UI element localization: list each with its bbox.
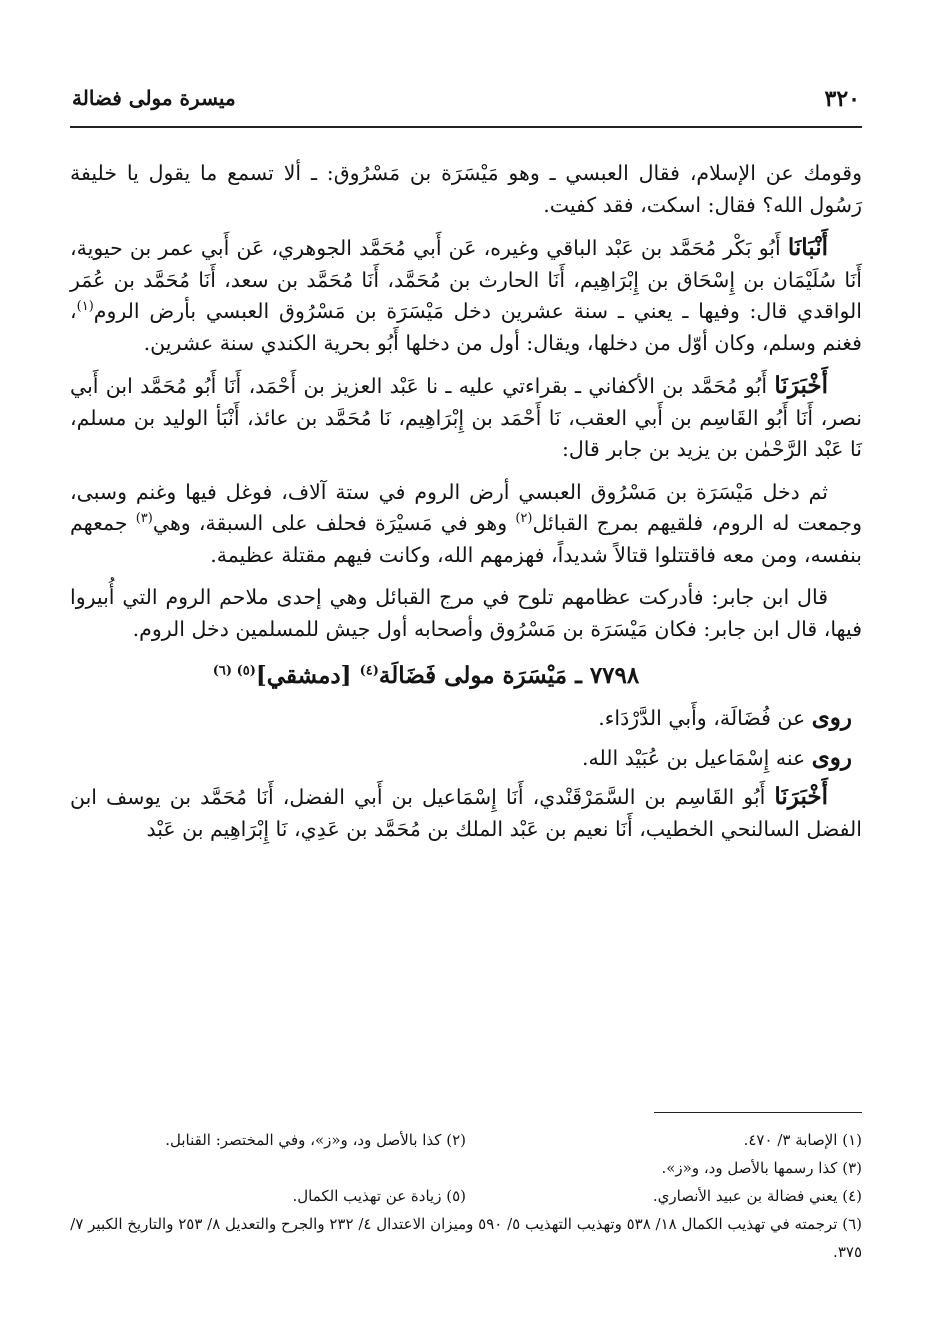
header-rule xyxy=(70,126,862,128)
footnote-row-2 xyxy=(70,1154,862,1182)
footnote-ref-1: (١) xyxy=(76,299,94,315)
paragraph-5: قال ابن جابر: فأدركت عظامهم تلوح في مرج القبائل وهي إحدى ملاحم الروم التي أُبيروا فيها، قال ابن جابر: فكان مَيْسَرَة بن مَسْرُوق وأصحابه أول جيش للمسلمين دخل الروم. xyxy=(70,585,862,641)
footnote-6: (٦) ترجمته في تهذيب الكمال ١٨/ ٥٣٨ وتهذيب التهذيب ٥/ ٥٩٠ وميزان الاعتدال ٤/ ٢٣٢ والجرح والتعديل ٨/ ٢٥٣ والتاريخ الكبير ٧/ ٣٧٥. xyxy=(70,1215,862,1261)
footnote-ref-4: (٤) xyxy=(359,663,379,679)
paragraph-6-text: أَبُو القَاسِم بن السَّمَرْقَنْدي، أَنَا إِسْمَاعيل بن أَبي الفضل، أَنَا مُحَمَّد بن يوسف ابن الفضل السالنحي الخطيب، أَنَا نعيم بن عَبْد الملك بن مُحَمَّد بن عَدِي، نَا إِبْرَاهِيم بن عَبْد xyxy=(70,785,862,841)
footnote-separator xyxy=(654,1112,862,1113)
paragraph-2-text-b: ، فغنم وسلم، وكان أوّل من دخلها، ويقال: أول من دخلها أَبُو بحرية الكندي سنة عشرين. xyxy=(70,299,862,355)
paragraph-1: وقومك عن الإسلام، فقال العبسي ـ وهو مَيْسَرَة بن مَسْرُوق: ـ ألا تسمع ما يقول يا خليفة رَسُول الله؟ فقال: اسكت، فقد كفيت. xyxy=(70,161,862,217)
entry-title: ٧٧٩٨ ـ مَيْسَرَة مولى فَضَالَة xyxy=(378,662,640,689)
paragraph-3-text: أَبُو مُحَمَّد بن الأكفاني ـ بقراءتي عليه ـ نا عَبْد العزيز بن أَحْمَد، أَنَا أَبُو مُحَمَّد ابن أَبي نصر، أَنَا أَبُو القَاسِم بن أَبي العقب، نَا أَحْمَد بن إِبْرَاهِيم، نَا مُحَمَّد بن عائذ، أَنْبَأ الوليد بن مسلم، نَا عَبْد الرَّحْمٰن بن يزيد بن جابر قال: xyxy=(70,374,862,461)
keyword-anbana: أَنْبَانَا xyxy=(787,234,828,261)
paragraph-2-text-a: أَبُو بَكْر مُحَمَّد بن عَبْد الباقي وغيره، عَن أَبي مُحَمَّد الجوهري، عَن أَبي عمر بن حيوية، أَنَا سُلَيْمَان بن إِسْحَاق بن إِبْرَاهِيم، أَنَا الحارث بن مُحَمَّد، أَنَا مُحَمَّد بن سعد، أَنَا مُحَمَّد بن عُمَر الواقدي قال: وفيها ـ يعني ـ سنة عشرين دخل مَيْسَرَة بن مَسْرُوق العبسي بأرض الروم xyxy=(70,236,862,323)
entry-tag: [دمشقي] xyxy=(255,662,360,689)
rawa-line-1 xyxy=(70,701,862,735)
footnote-4: (٤) يعني فضالة بن عبيد الأنصاري. xyxy=(652,1187,862,1205)
footnote-3: (٣) كذا رسمها بالأصل ود، و«ز». xyxy=(661,1159,862,1177)
rawa-2-text: عنه إِسْمَاعيل بن عُبَيْد الله. xyxy=(581,746,812,770)
running-title: ميسرة مولى فضالة xyxy=(72,86,236,110)
footnote-ref-2: (٢) xyxy=(515,511,533,527)
book-page xyxy=(70,80,862,1310)
paragraph-4-text-b: وهو في مَسيْرَة فحلف على السبقة، وهي xyxy=(152,511,516,535)
keyword-rawa-2: روى xyxy=(811,744,852,771)
rawa-line-2 xyxy=(70,741,862,775)
footnote-row-4 xyxy=(70,1210,862,1266)
paragraph-3 xyxy=(70,370,862,466)
paragraph-2 xyxy=(70,232,862,359)
paragraph-6 xyxy=(70,781,862,845)
page-header xyxy=(70,80,862,120)
entry-heading xyxy=(70,659,862,693)
footnote-ref-5: (٥) xyxy=(236,663,256,679)
rawa-1-text: عن فُضَالَة، وأَبي الدَّرْدَاء. xyxy=(598,706,812,730)
footnote-ref-3: (٣) xyxy=(135,511,153,527)
footnote-ref-6: (٦) xyxy=(212,663,237,679)
footnote-1: (١) الإصابة ٣/ ٤٧٠. xyxy=(743,1131,862,1149)
footnotes xyxy=(70,1126,862,1266)
footnote-row-1 xyxy=(70,1126,862,1154)
footnote-2: (٢) كذا بالأصل ود، و«ز»، وفي المختصر: القنابل. xyxy=(165,1131,466,1149)
paragraph-4-text-a: ثم دخل مَيْسَرَة بن مَسْرُوق العبسي أرض الروم في ستة آلاف، فوغل فيها وغنم وسبى، وجمعت له الروم، فلقيهم بمرج القبائل xyxy=(70,479,862,535)
page-number: ٣٢٠ xyxy=(824,86,860,112)
main-text xyxy=(70,158,862,856)
footnote-row-3 xyxy=(70,1182,862,1210)
footnote-5: (٥) زيادة عن تهذيب الكمال. xyxy=(292,1187,466,1205)
keyword-akhbarana-2: أَخْبَرَنَا xyxy=(774,783,828,810)
paragraph-4-text-c: جمعهم بنفسه، ومن معه فاقتتلوا قتالاً شديداً، فهزمهم الله، وكانت فيهم مقتلة عظيمة. xyxy=(70,511,862,567)
keyword-rawa-1: روى xyxy=(811,704,852,731)
paragraph-4 xyxy=(70,477,862,572)
keyword-akhbarana: أَخْبَرَنَا xyxy=(774,372,828,399)
